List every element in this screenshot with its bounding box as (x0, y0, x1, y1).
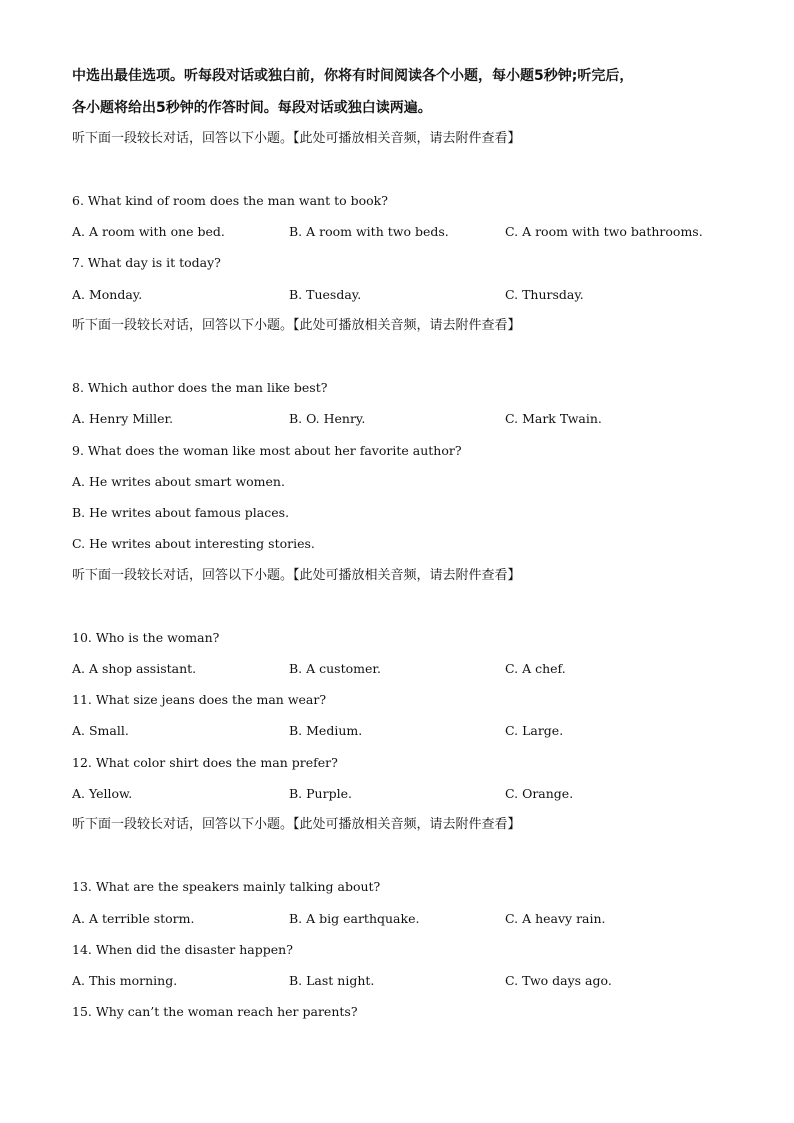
option-6a: A. A room with one bed. (72, 224, 225, 239)
question-10: 10. Who is the woman? (72, 630, 220, 645)
option-13a: A. A terrible storm. (72, 911, 195, 926)
option-6c: C. A room with two bathrooms. (505, 224, 703, 239)
option-11a: A. Small. (72, 723, 129, 738)
option-9b: B. He writes about famous places. (72, 505, 290, 520)
question-13: 13. What are the speakers mainly talking about? (72, 879, 381, 894)
instruction-line-2: 各小题将给出5秒钟的作答时间。每段对话或独白读两遍。 (72, 100, 432, 116)
option-9a: A. He writes about smart women. (72, 474, 285, 489)
option-12a: A. Yellow. (72, 786, 133, 801)
option-14b: B. Last night. (289, 973, 375, 988)
question-12: 12. What color shirt does the man prefer? (72, 755, 338, 770)
option-12b: B. Purple. (289, 786, 352, 801)
option-14a: A. This morning. (72, 973, 178, 988)
question-14: 14. When did the disaster happen? (72, 942, 293, 957)
option-8a: A. Henry Miller. (72, 411, 174, 426)
audio-note: 听下面一段较长对话，回答以下小题。【此处可播放相关音频，请去附件查看】 (72, 568, 521, 583)
question-9: 9. What does the woman like most about her favorite author? (72, 443, 462, 458)
option-7b: B. Tuesday. (289, 287, 362, 302)
option-11c: C. Large. (505, 723, 564, 738)
instruction-line-1: 中选出最佳选项。听每段对话或独白前，你将有时间阅读各个小题，每小题5秒钟;听完后， (72, 68, 634, 84)
audio-note: 听下面一段较长对话，回答以下小题。【此处可播放相关音频，请去附件查看】 (72, 817, 521, 832)
option-8b: B. O. Henry. (289, 411, 366, 426)
question-7: 7. What day is it today? (72, 255, 221, 270)
option-14c: C. Two days ago. (505, 973, 612, 988)
option-10a: A. A shop assistant. (72, 661, 197, 676)
option-9c: C. He writes about interesting stories. (72, 536, 315, 551)
question-15: 15. Why can’t the woman reach her parents? (72, 1004, 358, 1019)
option-12c: C. Orange. (505, 786, 574, 801)
question-6: 6. What kind of room does the man want to book? (72, 193, 388, 208)
option-13c: C. A heavy rain. (505, 911, 606, 926)
question-8: 8. Which author does the man like best? (72, 380, 328, 395)
question-11: 11. What size jeans does the man wear? (72, 692, 327, 707)
option-7c: C. Thursday. (505, 287, 584, 302)
option-7a: A. Monday. (72, 287, 143, 302)
option-6b: B. A room with two beds. (289, 224, 449, 239)
option-10c: C. A chef. (505, 661, 566, 676)
audio-note: 听下面一段较长对话，回答以下小题。【此处可播放相关音频，请去附件查看】 (72, 318, 521, 333)
option-8c: C. Mark Twain. (505, 411, 602, 426)
option-11b: B. Medium. (289, 723, 363, 738)
option-10b: B. A customer. (289, 661, 381, 676)
option-13b: B. A big earthquake. (289, 911, 420, 926)
audio-note: 听下面一段较长对话，回答以下小题。【此处可播放相关音频，请去附件查看】 (72, 131, 521, 146)
